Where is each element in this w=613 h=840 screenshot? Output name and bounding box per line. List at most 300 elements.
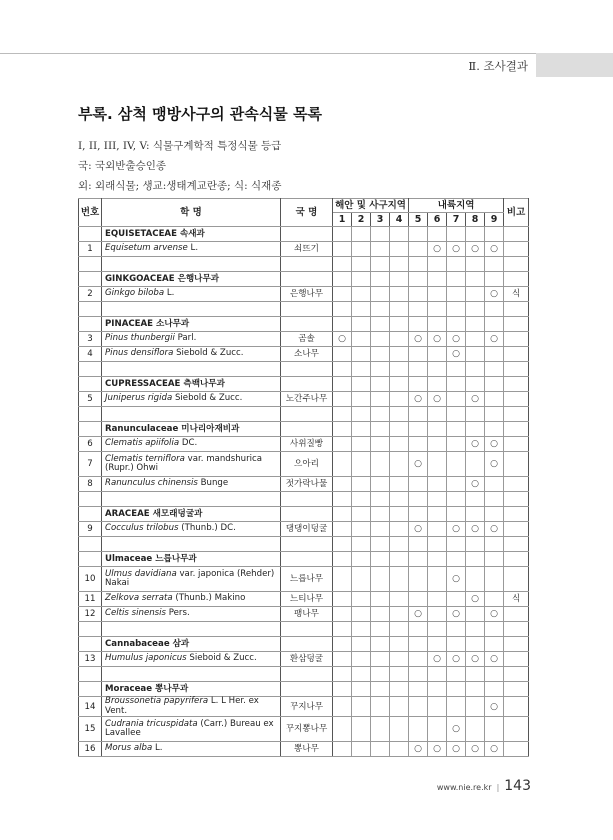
row-number [79,407,102,422]
row-number [79,227,102,242]
site-cell-3 [371,697,390,717]
genus-species: Clematis terniflora [105,453,185,464]
site-cell-6 [428,272,447,287]
note [504,437,529,452]
site-cell-9 [485,452,504,477]
family-name: PINACEAE 소나무과 [102,317,281,332]
site-cell-5 [409,607,428,622]
row-number: 10 [79,567,102,592]
col-header-scientific-name: 학 명 [102,199,281,227]
site-cell-9 [485,362,504,377]
site-cell-3 [371,742,390,757]
site-cell-1 [333,537,352,552]
col-header-note: 비고 [504,199,529,227]
site-cell-7 [447,332,466,347]
note [504,477,529,492]
site-cell-6 [428,227,447,242]
col-header-site-5: 5 [409,213,428,227]
family-row [79,317,529,332]
scientific-name [102,452,281,477]
site-cell-9 [485,407,504,422]
note [504,717,529,742]
site-cell-1 [333,637,352,652]
note [504,507,529,522]
site-cell-2 [352,452,371,477]
col-header-no: 번호 [79,199,102,227]
site-cell-3 [371,287,390,302]
site-cell-2 [352,257,371,272]
table-row [79,437,529,452]
site-cell-8 [466,332,485,347]
scientific-name [102,437,281,452]
row-number [79,377,102,392]
col-header-site-3: 3 [371,213,390,227]
site-cell-8 [466,552,485,567]
site-cell-6 [428,507,447,522]
row-number [79,272,102,287]
family-name: Ulmaceae 느릅나무과 [102,552,281,567]
site-cell-2 [352,622,371,637]
site-cell-7 [447,682,466,697]
row-number: 8 [79,477,102,492]
presence-mark: ○ [471,524,479,534]
presence-mark: ○ [490,439,498,449]
site-cell-2 [352,607,371,622]
korean-name: 소나무 [281,347,333,362]
korean-name: 은행나무 [281,287,333,302]
table-row [79,592,529,607]
site-cell-1 [333,592,352,607]
col-header-site-7: 7 [447,213,466,227]
site-cell-1 [333,652,352,667]
row-number [79,667,102,682]
presence-mark: ○ [433,334,441,344]
site-cell-4 [390,302,409,317]
site-cell-8 [466,522,485,537]
site-cell-2 [352,682,371,697]
site-cell-2 [352,272,371,287]
presence-mark: ○ [452,724,460,734]
site-cell-7 [447,407,466,422]
site-cell-5 [409,742,428,757]
site-cell-3 [371,682,390,697]
presence-mark: ○ [433,244,441,254]
site-cell-2 [352,287,371,302]
site-cell-9 [485,667,504,682]
presence-mark: ○ [452,334,460,344]
site-cell-4 [390,287,409,302]
note [504,377,529,392]
site-cell-5 [409,452,428,477]
author: L. [190,243,199,254]
row-number [79,317,102,332]
author: Siebold & Zucc. [176,348,244,359]
note [504,452,529,477]
table-row [79,567,529,592]
site-cell-5 [409,552,428,567]
presence-mark: ○ [490,244,498,254]
site-cell-8 [466,272,485,287]
site-cell-4 [390,477,409,492]
site-cell-2 [352,407,371,422]
table-row [79,332,529,347]
author: DC. [181,438,198,449]
note [504,257,529,272]
author: L. [166,288,175,299]
site-cell-3 [371,227,390,242]
site-cell-1 [333,437,352,452]
site-cell-4 [390,407,409,422]
row-number: 1 [79,242,102,257]
family-row [79,507,529,522]
site-cell-5 [409,622,428,637]
col-header-site-9: 9 [485,213,504,227]
scientific-name [102,362,281,377]
note [504,682,529,697]
site-cell-7 [447,477,466,492]
site-cell-2 [352,522,371,537]
site-cell-5 [409,347,428,362]
site-cell-1 [333,272,352,287]
site-cell-4 [390,257,409,272]
site-cell-7 [447,552,466,567]
section-label: Ⅱ. 조사결과 [468,59,528,73]
korean-name: 사위질빵 [281,437,333,452]
site-cell-1 [333,667,352,682]
presence-mark: ○ [414,609,422,619]
site-cell-8 [466,452,485,477]
site-cell-9 [485,422,504,437]
presence-mark: ○ [490,701,498,712]
note [504,422,529,437]
site-cell-3 [371,667,390,682]
note [504,227,529,242]
family-name: Moraceae 뽕나무과 [102,682,281,697]
site-cell-3 [371,477,390,492]
korean-name [281,272,333,287]
site-cell-7 [447,652,466,667]
site-cell-5 [409,592,428,607]
site-cell-5 [409,697,428,717]
scientific-name [102,622,281,637]
col-header-site-4: 4 [390,213,409,227]
site-cell-9 [485,377,504,392]
site-cell-7 [447,272,466,287]
site-cell-7 [447,227,466,242]
row-number [79,492,102,507]
site-cell-5 [409,652,428,667]
site-cell-1 [333,477,352,492]
presence-mark: ○ [452,609,460,619]
table-row [79,522,529,537]
site-cell-4 [390,682,409,697]
site-cell-6 [428,392,447,407]
table-row [79,477,529,492]
site-cell-3 [371,362,390,377]
site-cell-4 [390,607,409,622]
site-cell-1 [333,697,352,717]
site-cell-4 [390,242,409,257]
site-cell-6 [428,242,447,257]
site-cell-4 [390,742,409,757]
row-number: 11 [79,592,102,607]
footer-url: www.nie.re.kr [436,783,492,792]
site-cell-8 [466,347,485,362]
presence-mark: ○ [490,524,498,534]
site-cell-3 [371,607,390,622]
site-cell-4 [390,522,409,537]
site-cell-6 [428,437,447,452]
site-cell-1 [333,422,352,437]
genus-species: Ulmus davidiana [105,568,177,579]
author: L. [154,743,163,754]
presence-mark: ○ [452,524,460,534]
site-cell-3 [371,302,390,317]
site-cell-8 [466,242,485,257]
site-cell-9 [485,607,504,622]
site-cell-8 [466,717,485,742]
site-cell-2 [352,492,371,507]
genus-species: Morus alba [105,743,153,754]
row-number [79,682,102,697]
site-cell-9 [485,682,504,697]
presence-mark: ○ [490,609,498,619]
presence-mark: ○ [471,744,479,754]
genus-species: Cudrania tricuspidata [105,718,198,729]
korean-name [281,637,333,652]
scientific-name [102,332,281,347]
site-cell-6 [428,477,447,492]
site-cell-6 [428,682,447,697]
korean-name: 으아리 [281,452,333,477]
site-cell-5 [409,637,428,652]
site-cell-9 [485,507,504,522]
site-cell-5 [409,227,428,242]
site-cell-8 [466,637,485,652]
korean-name [281,317,333,332]
site-cell-3 [371,592,390,607]
site-cell-8 [466,302,485,317]
site-cell-1 [333,242,352,257]
site-cell-5 [409,362,428,377]
row-number [79,537,102,552]
row-number: 14 [79,697,102,717]
site-cell-8 [466,227,485,242]
site-cell-3 [371,437,390,452]
site-cell-2 [352,537,371,552]
site-cell-8 [466,507,485,522]
presence-mark: ○ [414,394,422,404]
site-cell-9 [485,717,504,742]
site-cell-3 [371,377,390,392]
genus-species: Cocculus trilobus [105,523,179,534]
korean-name [281,537,333,552]
note [504,317,529,332]
family-row [79,682,529,697]
site-cell-5 [409,332,428,347]
site-cell-1 [333,507,352,522]
table-row [79,742,529,757]
scientific-name [102,347,281,362]
site-cell-2 [352,227,371,242]
site-cell-4 [390,422,409,437]
site-cell-4 [390,507,409,522]
presence-mark: ○ [433,744,441,754]
row-number: 7 [79,452,102,477]
site-cell-7 [447,607,466,622]
row-number [79,422,102,437]
site-cell-2 [352,242,371,257]
site-cell-6 [428,257,447,272]
site-cell-1 [333,622,352,637]
scientific-name [102,492,281,507]
site-cell-9 [485,592,504,607]
family-name: ARACEAE 새모래덩굴과 [102,507,281,522]
site-cell-9 [485,552,504,567]
blank-row [79,492,529,507]
site-cell-6 [428,697,447,717]
site-cell-8 [466,422,485,437]
site-cell-9 [485,697,504,717]
korean-name: 환삼덩굴 [281,652,333,667]
note: 식 [504,592,529,607]
site-cell-7 [447,242,466,257]
site-cell-1 [333,257,352,272]
note [504,332,529,347]
blank-row [79,257,529,272]
site-cell-5 [409,567,428,592]
row-number: 3 [79,332,102,347]
site-cell-2 [352,697,371,717]
site-cell-3 [371,492,390,507]
row-number [79,302,102,317]
site-cell-4 [390,452,409,477]
note [504,537,529,552]
author: var. japonica (Rehder) Nakai [105,568,275,588]
author: (Thunb.) Makino [175,593,246,604]
note [504,637,529,652]
scientific-name [102,407,281,422]
row-number: 15 [79,717,102,742]
presence-mark: ○ [414,459,422,469]
note [504,407,529,422]
scientific-name [102,287,281,302]
site-cell-2 [352,477,371,492]
site-cell-3 [371,407,390,422]
site-cell-9 [485,332,504,347]
site-cell-4 [390,697,409,717]
site-cell-7 [447,507,466,522]
row-number: 6 [79,437,102,452]
site-cell-4 [390,317,409,332]
site-cell-8 [466,477,485,492]
site-cell-3 [371,507,390,522]
note [504,272,529,287]
site-cell-3 [371,317,390,332]
legend-export: 국: 국외반출승인종 [78,160,167,172]
site-cell-4 [390,392,409,407]
korean-name [281,622,333,637]
genus-species: Pinus densiflora [105,348,174,359]
family-name: Ranunculaceae 미나리아재비과 [102,422,281,437]
site-cell-8 [466,362,485,377]
site-cell-7 [447,317,466,332]
note [504,552,529,567]
site-cell-2 [352,567,371,592]
family-name: CUPRESSACEAE 측백나무과 [102,377,281,392]
blank-row [79,407,529,422]
site-cell-8 [466,257,485,272]
legend-grade: I, II, III, IV, V: 식물구계학적 특정식물 등급 [78,140,282,152]
site-cell-3 [371,422,390,437]
site-cell-5 [409,682,428,697]
site-cell-3 [371,637,390,652]
site-cell-2 [352,552,371,567]
family-row [79,227,529,242]
site-cell-8 [466,437,485,452]
site-cell-3 [371,272,390,287]
author: Sieboid & Zucc. [189,653,257,664]
site-cell-2 [352,377,371,392]
site-cell-4 [390,437,409,452]
family-name: Cannabaceae 삼과 [102,637,281,652]
site-cell-4 [390,362,409,377]
site-cell-6 [428,362,447,377]
korean-name [281,302,333,317]
site-cell-7 [447,287,466,302]
presence-mark: ○ [490,334,498,344]
site-cell-8 [466,567,485,592]
table-row [79,287,529,302]
site-cell-8 [466,537,485,552]
site-cell-1 [333,362,352,377]
note [504,607,529,622]
site-cell-5 [409,667,428,682]
note [504,622,529,637]
page-title: 부록. 삼척 맹방사구의 관속식물 목록 [78,105,322,123]
site-cell-7 [447,422,466,437]
plant-list-table [78,198,529,757]
site-cell-7 [447,347,466,362]
table-row [79,392,529,407]
genus-species: Equisetum arvense [105,243,188,254]
site-cell-3 [371,537,390,552]
row-number: 5 [79,392,102,407]
site-cell-6 [428,407,447,422]
footer-separator: | [496,783,500,792]
site-cell-2 [352,507,371,522]
site-cell-7 [447,592,466,607]
presence-mark: ○ [490,459,498,469]
family-row [79,552,529,567]
site-cell-9 [485,257,504,272]
site-cell-1 [333,227,352,242]
presence-mark: ○ [414,744,422,754]
korean-name [281,257,333,272]
scientific-name [102,567,281,592]
site-cell-7 [447,437,466,452]
note [504,392,529,407]
col-header-inland: 내륙지역 [409,199,504,213]
site-cell-7 [447,362,466,377]
family-name: EQUISETACEAE 속새과 [102,227,281,242]
site-cell-3 [371,622,390,637]
blank-row [79,537,529,552]
site-cell-6 [428,492,447,507]
row-number: 2 [79,287,102,302]
site-cell-4 [390,592,409,607]
site-cell-9 [485,537,504,552]
